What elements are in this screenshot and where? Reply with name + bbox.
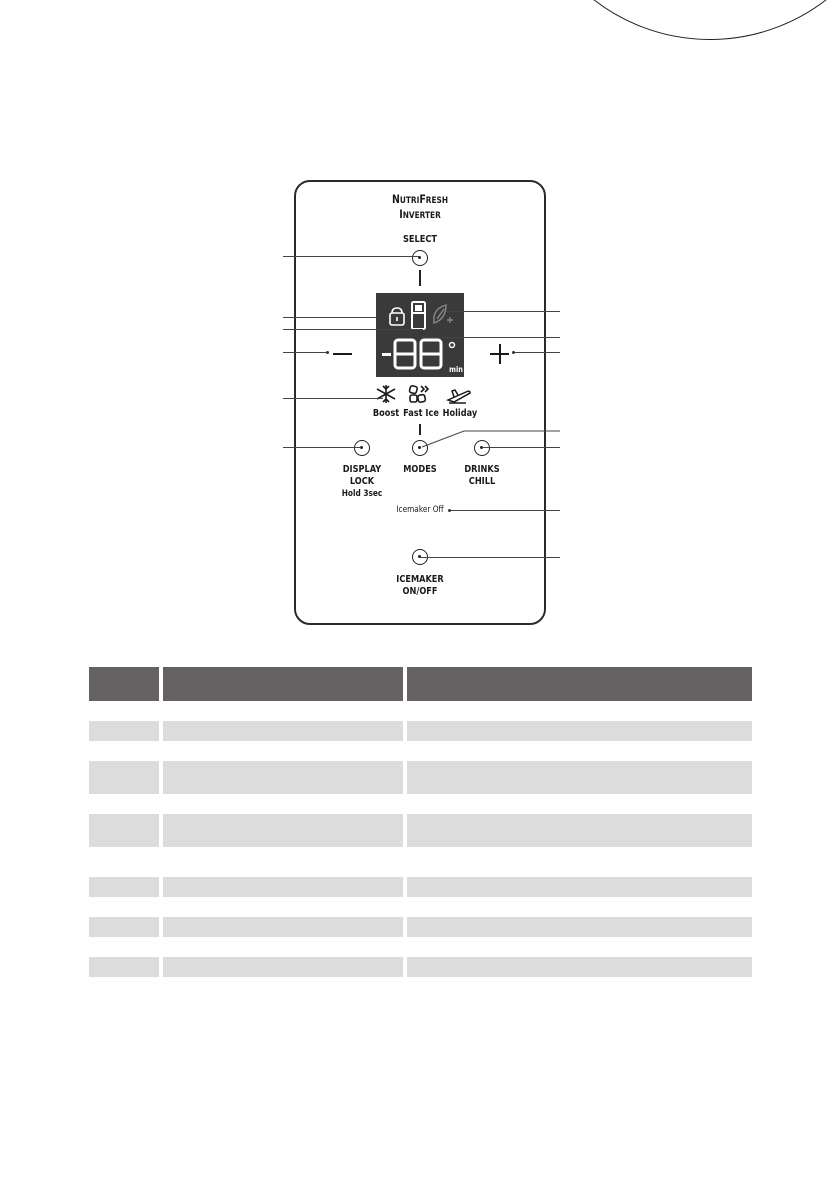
minus-button[interactable] xyxy=(333,353,352,355)
table-cell xyxy=(403,761,752,794)
table-cell xyxy=(159,701,403,721)
callout-lock xyxy=(283,317,377,318)
table-cell xyxy=(403,701,752,721)
table-cell xyxy=(89,847,159,877)
lcd-digit-2 xyxy=(421,340,441,368)
table-cell xyxy=(89,814,159,847)
callout-drinks-chill xyxy=(482,447,560,448)
table-cell xyxy=(159,761,403,794)
table-cell xyxy=(159,937,403,957)
table-row xyxy=(89,847,752,877)
icemaker-label: ICEMAKER ON/OFF xyxy=(396,574,444,597)
table-cell xyxy=(403,721,752,741)
table-cell xyxy=(403,847,752,877)
table-row xyxy=(89,741,752,761)
page-corner-decoration xyxy=(520,0,839,40)
table-cell xyxy=(403,917,752,937)
table-cell xyxy=(159,794,403,814)
display-lock-button[interactable] xyxy=(354,440,370,456)
table-row xyxy=(89,814,752,847)
table-cell xyxy=(159,877,403,897)
table-cell xyxy=(89,897,159,917)
table-row xyxy=(89,937,752,957)
callout-plus-dot xyxy=(512,351,515,354)
table-cell xyxy=(403,794,752,814)
lcd-digit-1 xyxy=(395,340,415,368)
table-cell xyxy=(89,917,159,937)
table-cell xyxy=(159,957,403,977)
mode-label-holiday: Holiday xyxy=(442,408,478,419)
table-cell xyxy=(403,957,752,977)
table-cell xyxy=(89,937,159,957)
table-cell xyxy=(159,897,403,917)
snowflake-icon xyxy=(374,383,398,405)
lcd-minus-segment xyxy=(382,353,391,356)
table-header-cell xyxy=(403,667,752,701)
callout-icemaker xyxy=(420,557,560,558)
callout-plus xyxy=(514,352,560,353)
callout-display-lock xyxy=(283,447,361,448)
lcd-degree-icon xyxy=(450,343,455,348)
table-row xyxy=(89,957,752,977)
table-cell xyxy=(159,847,403,877)
callout-select xyxy=(283,256,420,257)
icemaker-status-text: Icemaker Off xyxy=(396,505,444,515)
callout-modes xyxy=(420,425,562,449)
table-cell xyxy=(159,721,403,741)
table-row xyxy=(89,917,752,937)
ice-cubes-icon xyxy=(407,383,433,405)
table-header-row xyxy=(89,667,752,701)
table-row xyxy=(89,761,752,794)
table-cell xyxy=(403,877,752,897)
callout-icemaker-status xyxy=(450,510,560,511)
table-header-cell xyxy=(89,667,159,701)
modes-label: MODES xyxy=(403,464,437,475)
select-tick xyxy=(419,270,421,286)
table-cell xyxy=(89,957,159,977)
callout-display xyxy=(420,337,560,338)
table-cell xyxy=(89,701,159,721)
plus-button-v[interactable] xyxy=(499,344,501,364)
mode-label-boost: Boost xyxy=(372,408,400,419)
table-cell xyxy=(89,877,159,897)
table-row xyxy=(89,701,752,721)
callout-minus-dot xyxy=(326,351,329,354)
table-row xyxy=(89,794,752,814)
table-cell xyxy=(89,721,159,741)
display-lock-label: DISPLAY LOCK xyxy=(342,464,382,487)
table-cell xyxy=(89,761,159,794)
select-label: SELECT xyxy=(403,234,437,245)
eco-leaf-icon xyxy=(434,305,453,323)
callout-boost xyxy=(283,398,383,399)
table-cell xyxy=(89,741,159,761)
table-header-cell xyxy=(159,667,403,701)
table-row xyxy=(89,897,752,917)
table-cell xyxy=(403,937,752,957)
select-button[interactable] xyxy=(412,250,428,266)
callout-minus xyxy=(283,352,327,353)
table-cell xyxy=(159,917,403,937)
display-lock-hint: Hold 3sec xyxy=(341,489,383,499)
table-cell xyxy=(403,814,752,847)
function-table xyxy=(89,667,752,977)
table-cell xyxy=(403,741,752,761)
brand-logo: NUTRIFRESH INVERTER xyxy=(391,192,449,221)
lock-icon xyxy=(390,308,404,325)
table-cell xyxy=(159,814,403,847)
table-cell xyxy=(159,741,403,761)
callout-icemaker-dot xyxy=(448,509,451,512)
table-cell xyxy=(89,794,159,814)
table-cell xyxy=(403,897,752,917)
fridge-icon xyxy=(412,302,425,329)
callout-fridge xyxy=(283,329,423,330)
table-row xyxy=(89,877,752,897)
mode-label-fast-ice: Fast Ice xyxy=(403,408,439,419)
drinks-chill-label: DRINKS CHILL xyxy=(464,464,500,487)
lcd-unit-label: min xyxy=(449,365,463,374)
holiday-icon xyxy=(446,384,472,404)
table-body xyxy=(89,701,752,977)
table-row xyxy=(89,721,752,741)
callout-eco xyxy=(446,311,560,312)
